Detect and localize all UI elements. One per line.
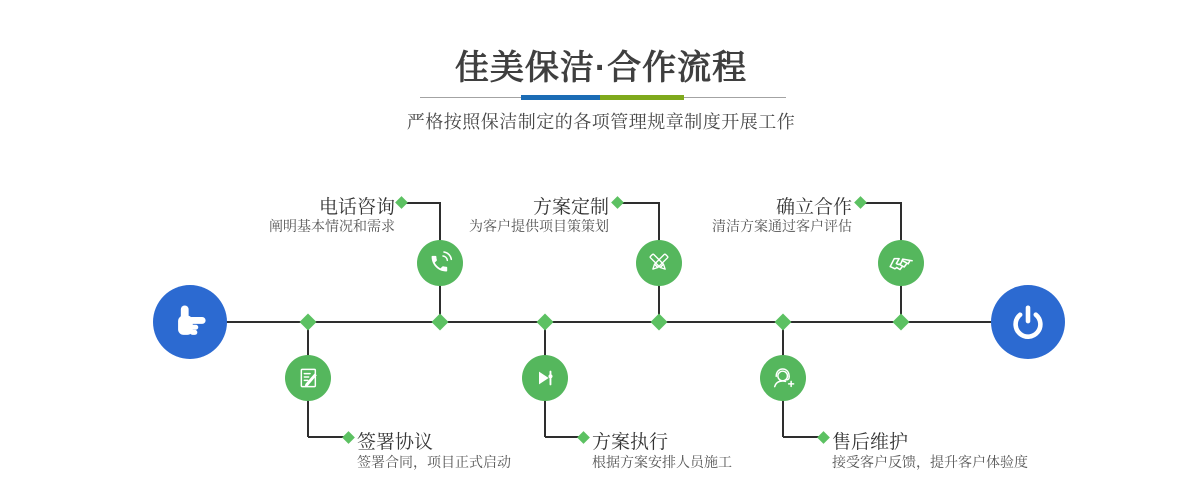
handshake-icon bbox=[885, 247, 917, 279]
step-node-plan bbox=[636, 240, 682, 286]
step-desc-execute: 根据方案安排人员施工 bbox=[592, 454, 732, 470]
junction-diamond bbox=[432, 314, 449, 331]
junction-diamond bbox=[300, 314, 317, 331]
step-desc-plan: 为客户提供项目策策划 bbox=[469, 218, 609, 234]
junction-diamond bbox=[893, 314, 910, 331]
step-node-cooperate bbox=[878, 240, 924, 286]
step-title-execute: 方案执行 bbox=[592, 432, 669, 453]
label-diamond bbox=[611, 196, 624, 209]
power-icon bbox=[1006, 300, 1050, 344]
step-node-aftersale bbox=[760, 355, 806, 401]
step-title-aftersale: 售后维护 bbox=[832, 432, 909, 453]
step-title-sign: 签署协议 bbox=[357, 432, 434, 453]
label-diamond bbox=[577, 431, 590, 444]
step-title-cooperate: 确立合作 bbox=[775, 197, 852, 218]
label-diamond bbox=[817, 431, 830, 444]
step-node-consult bbox=[417, 240, 463, 286]
step-desc-consult: 阐明基本情况和需求 bbox=[269, 218, 395, 234]
title-divider-accent bbox=[521, 95, 684, 100]
design-pencil-icon bbox=[643, 247, 675, 279]
step-desc-sign: 签署合同，项目正式启动 bbox=[357, 454, 511, 470]
contract-sign-icon bbox=[292, 362, 324, 394]
play-execute-icon bbox=[529, 362, 561, 394]
timeline-main-line bbox=[226, 321, 992, 323]
label-diamond bbox=[342, 431, 355, 444]
start-node bbox=[153, 285, 227, 359]
pointing-hand-icon bbox=[168, 300, 212, 344]
label-diamond bbox=[854, 196, 867, 209]
phone-icon bbox=[424, 247, 456, 279]
step-desc-cooperate: 清洁方案通过客户评估 bbox=[712, 218, 852, 234]
divider-green-segment bbox=[600, 95, 684, 100]
divider-blue-segment bbox=[521, 95, 600, 100]
customer-service-icon bbox=[767, 362, 799, 394]
junction-diamond bbox=[651, 314, 668, 331]
step-title-plan: 方案定制 bbox=[532, 197, 609, 218]
step-desc-aftersale: 接受客户反馈，提升客户体验度 bbox=[832, 454, 1028, 470]
label-diamond bbox=[395, 196, 408, 209]
page-subtitle: 严格按照保洁制定的各项管理规章制度开展工作 bbox=[406, 112, 796, 132]
step-node-sign bbox=[285, 355, 331, 401]
junction-diamond bbox=[537, 314, 554, 331]
step-title-consult: 电话咨询 bbox=[318, 197, 395, 218]
step-node-execute bbox=[522, 355, 568, 401]
end-node bbox=[991, 285, 1065, 359]
junction-diamond bbox=[775, 314, 792, 331]
page-title: 佳美保洁·合作流程 bbox=[454, 49, 748, 87]
